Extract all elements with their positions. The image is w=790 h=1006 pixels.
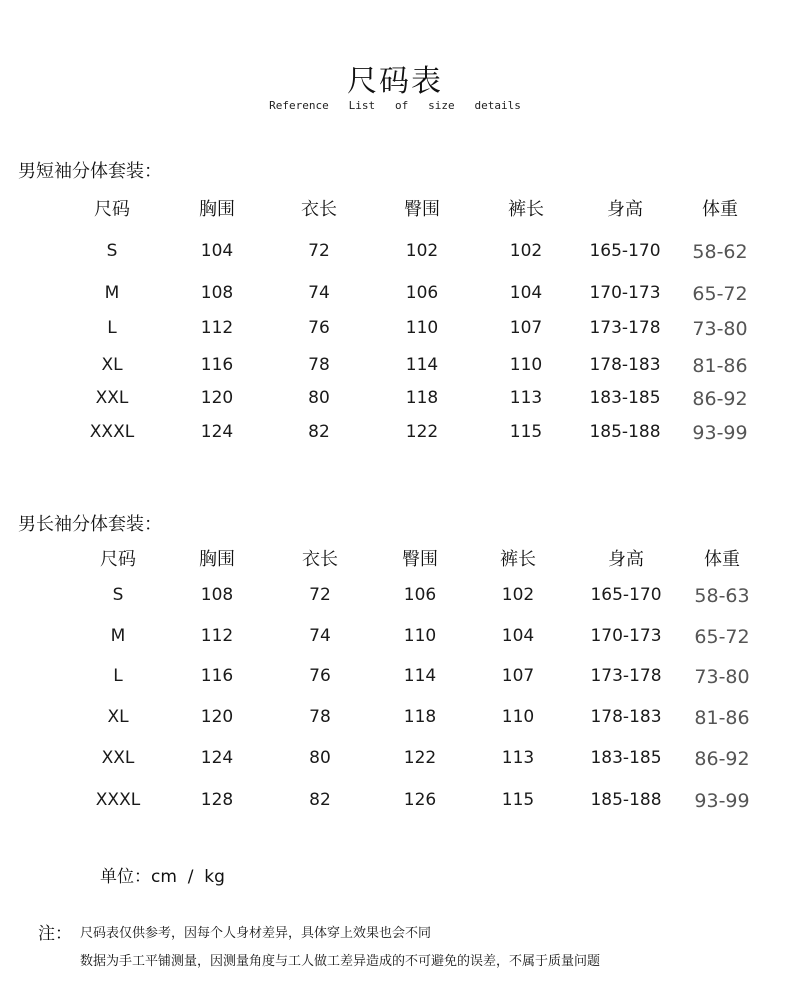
table-cell-height: 173-178 xyxy=(589,318,661,338)
table-cell-weight: 86-92 xyxy=(694,748,750,770)
table-cell-length: 74 xyxy=(308,283,330,303)
table-cell-height: 170-173 xyxy=(589,283,661,303)
page-title: 尺码表 xyxy=(347,64,443,99)
column-header-weight: 体重 xyxy=(702,199,738,220)
column-header-hip: 臀围 xyxy=(402,549,438,570)
table-cell-length: 78 xyxy=(308,355,330,375)
table-cell-chest: 112 xyxy=(200,626,234,646)
table-cell-chest: 124 xyxy=(200,748,234,768)
table-cell-hip: 118 xyxy=(403,707,437,727)
table-cell-height: 165-170 xyxy=(589,241,661,261)
table-cell-weight: 93-99 xyxy=(692,422,748,444)
table-cell-height: 185-188 xyxy=(589,422,661,442)
column-header-height: 身高 xyxy=(608,549,644,570)
table-cell-pants-length: 115 xyxy=(509,422,543,442)
table-cell-length: 76 xyxy=(309,666,331,686)
table-cell-hip: 126 xyxy=(403,790,437,810)
table-cell-size: L xyxy=(107,318,117,338)
table-cell-height: 165-170 xyxy=(590,585,662,605)
table-cell-chest: 116 xyxy=(200,355,234,375)
column-header-height: 身高 xyxy=(607,199,643,220)
table-cell-pants-length: 110 xyxy=(509,355,543,375)
section-title-long-sleeve: 男长袖分体套装： xyxy=(18,514,162,535)
table-cell-chest: 104 xyxy=(200,241,234,261)
table-cell-pants-length: 102 xyxy=(509,241,543,261)
table-cell-hip: 106 xyxy=(403,585,437,605)
table-cell-hip: 110 xyxy=(403,626,437,646)
table-cell-chest: 112 xyxy=(200,318,234,338)
table-cell-hip: 118 xyxy=(405,388,439,408)
section-title-short-sleeve: 男短袖分体套装： xyxy=(18,161,162,182)
table-cell-weight: 93-99 xyxy=(694,790,750,812)
table-cell-chest: 120 xyxy=(200,707,234,727)
table-cell-hip: 122 xyxy=(403,748,437,768)
table-cell-pants-length: 113 xyxy=(509,388,543,408)
table-cell-size: M xyxy=(104,283,120,303)
table-cell-size: L xyxy=(113,666,123,686)
table-cell-pants-length: 115 xyxy=(501,790,535,810)
table-cell-size: XXL xyxy=(101,748,135,768)
unit-label: 单位：cm / kg xyxy=(100,867,225,887)
table-cell-height: 185-188 xyxy=(590,790,662,810)
table-cell-hip: 102 xyxy=(405,241,439,261)
column-header-hip: 臀围 xyxy=(404,199,440,220)
table-cell-length: 82 xyxy=(309,790,331,810)
column-header-pants-length: 裤长 xyxy=(508,199,544,220)
page-subtitle: Reference List of size details xyxy=(269,99,521,112)
table-cell-weight: 73-80 xyxy=(694,666,750,688)
table-cell-height: 170-173 xyxy=(590,626,662,646)
table-cell-size: XL xyxy=(101,355,123,375)
table-cell-pants-length: 107 xyxy=(501,666,535,686)
table-cell-height: 178-183 xyxy=(589,355,661,375)
table-cell-pants-length: 104 xyxy=(509,283,543,303)
table-cell-height: 183-185 xyxy=(590,748,662,768)
column-header-chest: 胸围 xyxy=(199,549,235,570)
table-cell-weight: 81-86 xyxy=(694,707,750,729)
note-label: 注： xyxy=(38,924,72,944)
table-cell-length: 80 xyxy=(309,748,331,768)
table-cell-length: 72 xyxy=(309,585,331,605)
table-cell-chest: 108 xyxy=(200,585,234,605)
table-cell-length: 78 xyxy=(309,707,331,727)
table-cell-height: 183-185 xyxy=(589,388,661,408)
table-cell-pants-length: 113 xyxy=(501,748,535,768)
table-cell-length: 74 xyxy=(309,626,331,646)
table-cell-size: S xyxy=(112,585,124,605)
table-cell-length: 72 xyxy=(308,241,330,261)
column-header-weight: 体重 xyxy=(704,549,740,570)
column-header-chest: 胸围 xyxy=(199,199,235,220)
table-cell-hip: 110 xyxy=(405,318,439,338)
table-cell-chest: 128 xyxy=(200,790,234,810)
table-cell-size: XXXL xyxy=(89,422,135,442)
column-header-pants-length: 裤长 xyxy=(500,549,536,570)
table-cell-height: 173-178 xyxy=(590,666,662,686)
table-cell-size: XL xyxy=(107,707,129,727)
table-cell-chest: 108 xyxy=(200,283,234,303)
table-cell-chest: 120 xyxy=(200,388,234,408)
table-cell-hip: 122 xyxy=(405,422,439,442)
table-cell-height: 178-183 xyxy=(590,707,662,727)
column-header-length: 衣长 xyxy=(301,199,337,220)
table-cell-pants-length: 104 xyxy=(501,626,535,646)
note-line: 尺码表仅供参考，因每个人身材差异，具体穿上效果也会不同 xyxy=(80,926,432,941)
table-cell-chest: 116 xyxy=(200,666,234,686)
table-cell-size: S xyxy=(106,241,118,261)
table-cell-weight: 81-86 xyxy=(692,355,748,377)
table-cell-size: M xyxy=(110,626,126,646)
table-cell-weight: 58-63 xyxy=(694,585,750,607)
table-cell-chest: 124 xyxy=(200,422,234,442)
table-cell-hip: 106 xyxy=(405,283,439,303)
table-cell-size: XXXL xyxy=(95,790,141,810)
table-cell-size: XXL xyxy=(95,388,129,408)
note-line: 数据为手工平铺测量，因测量角度与工人做工差异造成的不可避免的误差，不属于质量问题 xyxy=(80,954,601,969)
table-cell-hip: 114 xyxy=(405,355,439,375)
column-header-size: 尺码 xyxy=(100,549,136,570)
table-cell-weight: 65-72 xyxy=(692,283,748,305)
column-header-length: 衣长 xyxy=(302,549,338,570)
table-cell-weight: 65-72 xyxy=(694,626,750,648)
table-cell-hip: 114 xyxy=(403,666,437,686)
table-cell-length: 76 xyxy=(308,318,330,338)
table-cell-weight: 73-80 xyxy=(692,318,748,340)
table-cell-weight: 58-62 xyxy=(692,241,748,263)
table-cell-weight: 86-92 xyxy=(692,388,748,410)
table-cell-pants-length: 107 xyxy=(509,318,543,338)
table-cell-pants-length: 102 xyxy=(501,585,535,605)
table-cell-pants-length: 110 xyxy=(501,707,535,727)
column-header-size: 尺码 xyxy=(94,199,130,220)
table-cell-length: 82 xyxy=(308,422,330,442)
table-cell-length: 80 xyxy=(308,388,330,408)
